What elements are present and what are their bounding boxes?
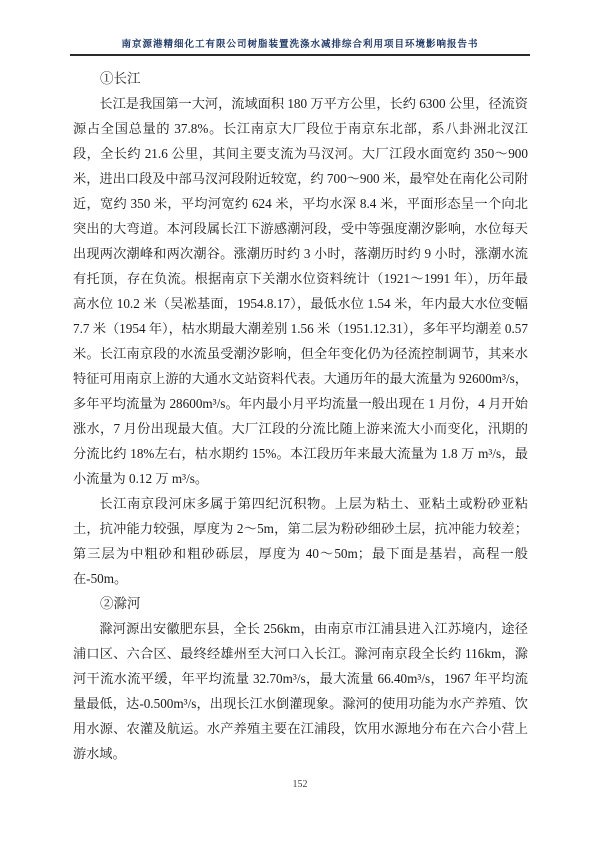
paragraph-changjiang-hydrology: 长江是我国第一大河，流域面积 180 万平方公里，长约 6300 公里，径流资源占全国总量的 37.8%。长江南京大厂段位于南京东北部，系八卦洲北汊江段，全长约 21.6 公里，其间主要支流为马汊河。大厂江段水面宽约 350～900 米，进出口段及中部马汊河段附近较宽，约 700～900 米，最窄处在南化公司附近，宽约 350 米，平均河宽约 624 米，平均水深 8.4 米，平面形态呈一个向北突出的大弯道。本河段属长江下游感潮河段，受中等强度潮汐影响，水位每天出现两次潮峰和两次潮谷。涨潮历时约 3 小时，落潮历时约 9 小时，涨潮水流有托顶，存在负流。根据南京下关潮水位资料统计（1921～1991 年），历年最高水位 10.2 米（吴凇基面，1954.8.17），最低水位 1.54 米，年内最大水位变幅 7.7 米（1954 年），枯水期最大潮差别 1.56 米（1951.12.31），多年平均潮差 0.57 米。长江南京段的水流虽受潮汐影响，但全年变化仍为径流控制调节，其来水特征可用南京上游的大通水文站资料代表。大通历年的最大流量为 92600m³/s，多年平均流量为 28600m³/s。年内最小月平均流量一般出现在 1 月份，4 月开始涨水，7 月份出现最大值。大厂江段的分流比随上游来流大小而变化，汛期的分流比约 18%左右，枯水期约 15%。本江段历年来最大流量为 1.8 万 m³/s，最小流量为 0.12 万 m³/s。 [73,96,528,486]
header-divider [70,54,530,56]
paragraph-chuhe-overview: 滁河源出安徽肥东县，全长 256km，由南京市江浦县进入江苏境内，途径浦口区、六合区、最终经雄州至大河口入长江。滁河南京段全长约 116km，滁河干流水流平缓，年平均流量 32.70m³/s，最大流量 66.40m³/s，1967 年平均流量最低，达-0.500m³/s，出现长江水倒灌现象。滁河的使用功能为水产养殖、饮用水源、农灌及航运。水产养殖主要在江浦段，饮用水源地分布在六合小营上游水域。 [73,621,528,761]
page-number: 152 [292,779,308,790]
section-heading-chuhe: ②滁河 [100,596,141,611]
section-heading-changjiang: ①长江 [100,71,141,86]
page-header-title: 南京源港精细化工有限公司树脂装置洗涤水减排综合利用项目环境影响报告书 [121,40,479,50]
paragraph-changjiang-riverbed: 长江南京段河床多属于第四纪沉积物。上层为粘土、亚粘土或粉砂亚粘土，抗冲能力较强，厚度为 2～5m，第二层为粉砂细砂土层，抗冲能力较差；第三层为中粗砂和粗砂砾层，厚度为 40～50m；最下面是基岩，高程一般在-50m。 [73,496,528,586]
document-body [73,66,528,766]
